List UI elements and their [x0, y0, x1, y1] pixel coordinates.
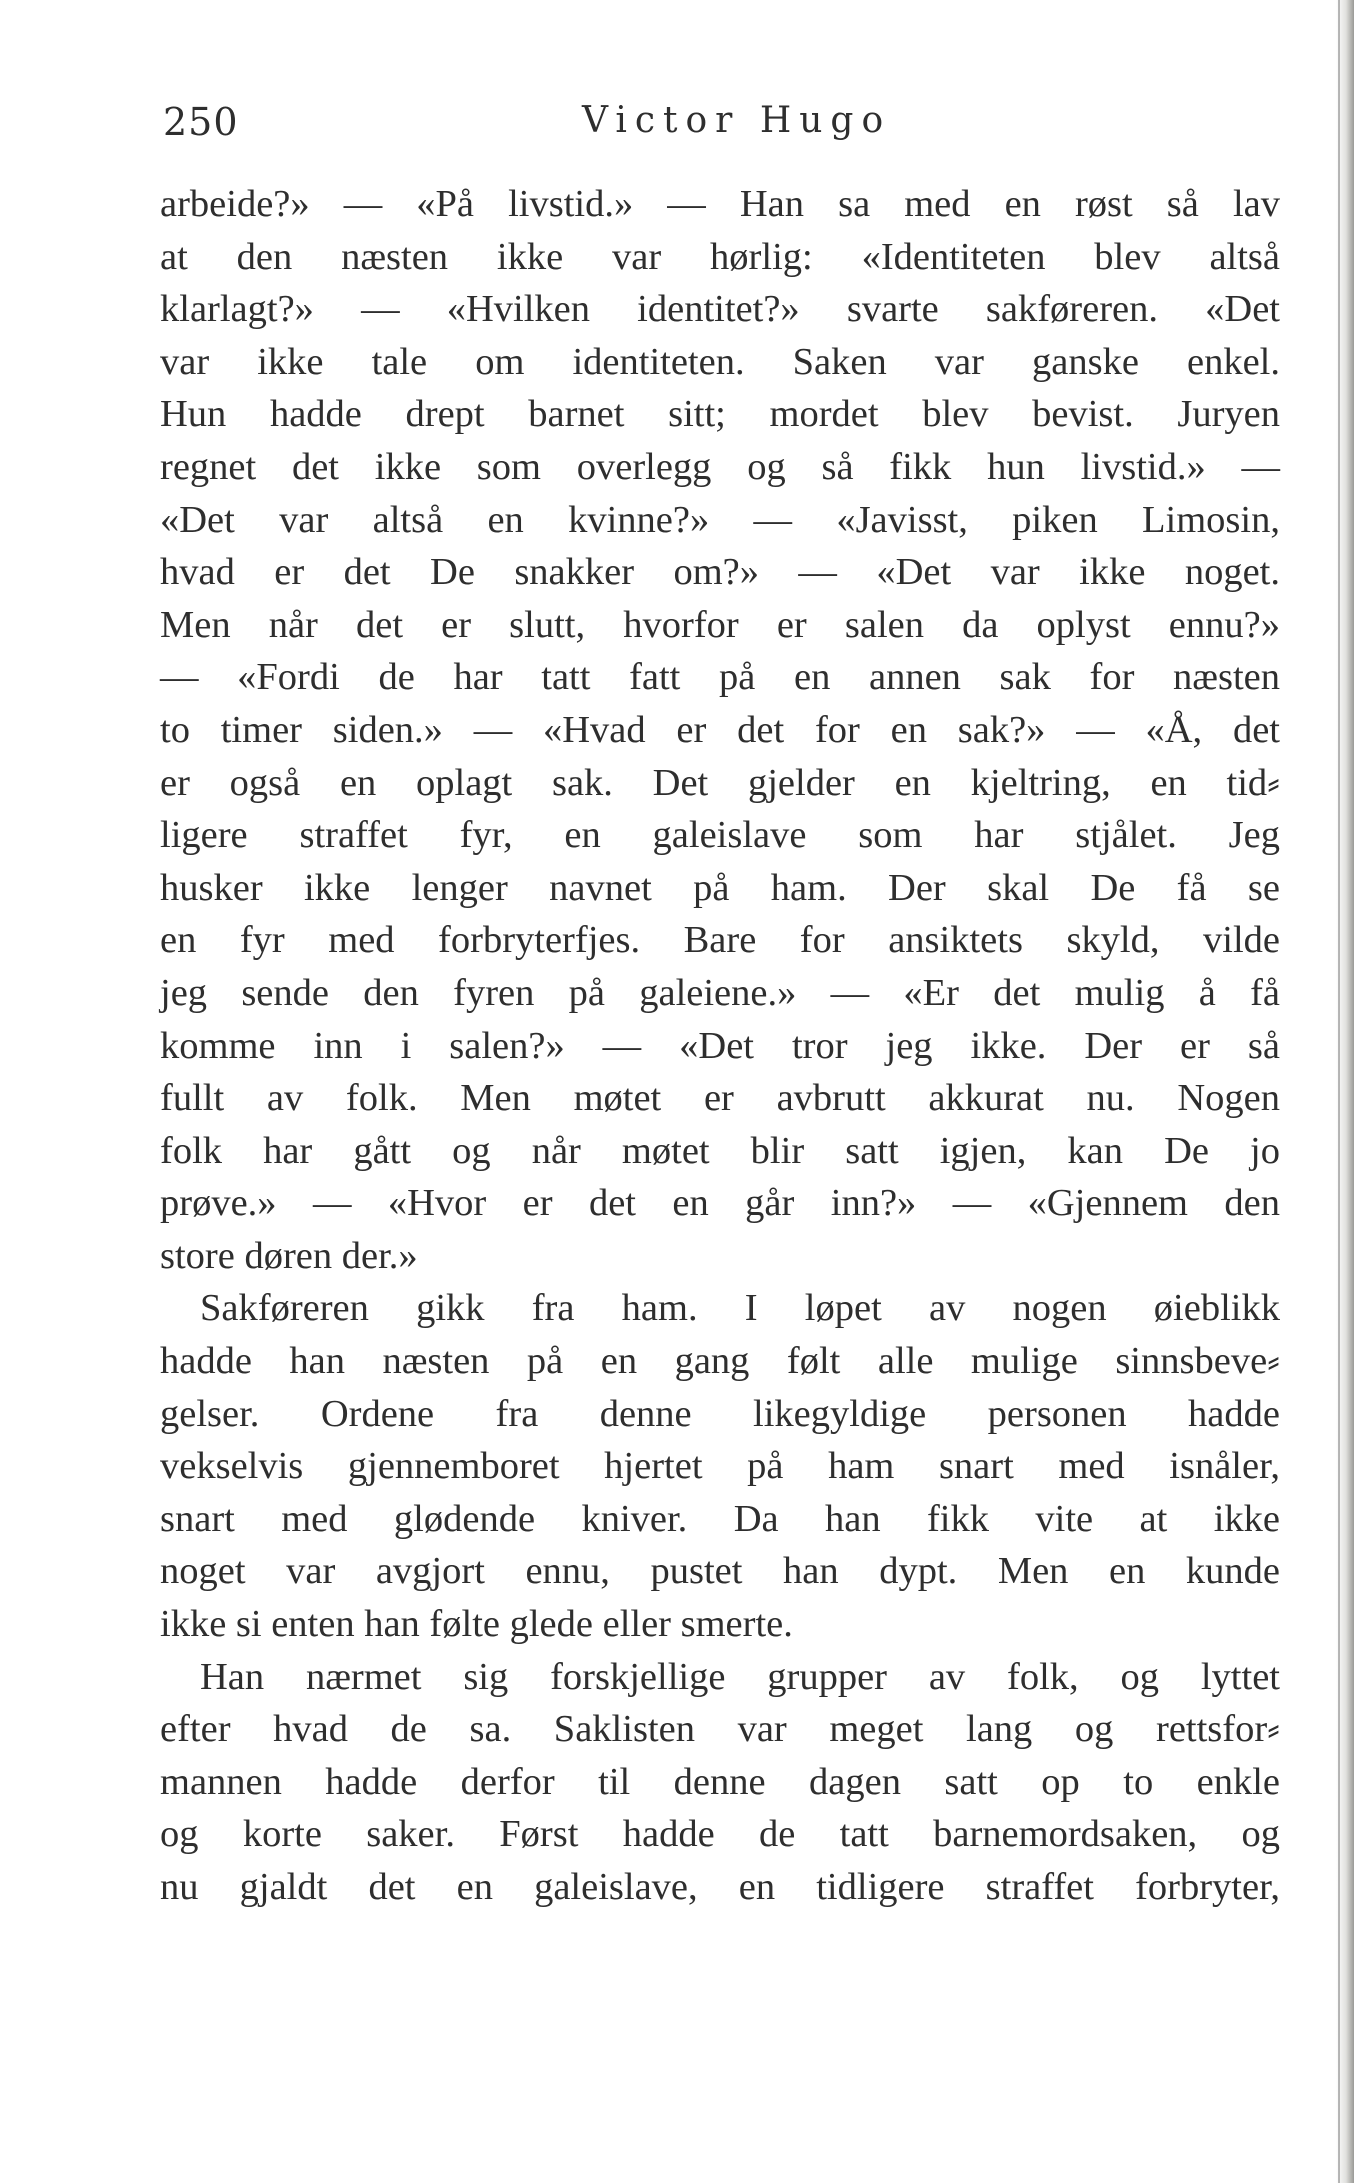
text-line: hadde han næsten på en gang følt alle mulige sinnsbeve⸗ [160, 1340, 1280, 1383]
text-line: komme inn i salen?» — «Det tror jeg ikke. Der er så [160, 1024, 1280, 1067]
text-line: fullt av folk. Men møtet er avbrutt akkurat nu. Nogen [160, 1077, 1280, 1120]
text-line: prøve.» — «Hvor er det en går inn?» — «Gjennem den [160, 1182, 1280, 1225]
text-line: klarlagt?» — «Hvilken identitet?» svarte sakføreren. «Det [160, 288, 1280, 331]
text-line: snart med glødende kniver. Da han fikk vite at ikke [160, 1497, 1280, 1540]
paragraph-start-line: Sakføreren gikk fra ham. I løpet av nogen øieblikk [200, 1287, 1280, 1330]
text-line: Hun hadde drept barnet sitt; mordet blev bevist. Juryen [160, 393, 1280, 436]
body-text [160, 178, 1280, 1914]
page-number: 250 [163, 100, 239, 144]
text-line: nu gjaldt det en galeislave, en tidligere straffet forbryter, [160, 1866, 1280, 1908]
text-line: mannen hadde derfor til denne dagen satt op to enkle [160, 1760, 1280, 1803]
paragraph-end-line: ikke si enten han følte glede eller smerte. [160, 1603, 793, 1646]
paragraph-start-line: Han nærmet sig forskjellige grupper av folk, og lyttet [200, 1655, 1280, 1698]
text-line: at den næsten ikke var hørlig: «Identiteten blev altså [160, 235, 1280, 278]
text-line: vekselvis gjennemboret hjertet på ham snart med isnåler, [160, 1445, 1280, 1488]
text-line: husker ikke lenger navnet på ham. Der skal De få se [160, 866, 1280, 909]
running-head: Victor Hugo [582, 100, 892, 141]
text-line: regnet det ikke som overlegg og så fikk hun livstid.» — [160, 445, 1280, 488]
text-line: noget var avgjort ennu, pustet han dypt. Men en kunde [160, 1550, 1280, 1593]
text-line: en fyr med forbryterfjes. Bare for ansiktets skyld, vilde [160, 919, 1280, 962]
text-line: gelser. Ordene fra denne likegyldige personen hadde [160, 1392, 1280, 1435]
text-line: arbeide?» — «På livstid.» — Han sa med en røst så lav [160, 183, 1280, 225]
text-line: Men når det er slutt, hvorfor er salen da oplyst ennu?» [160, 603, 1280, 646]
text-line: to timer siden.» — «Hvad er det for en sak?» — «Å, det [160, 708, 1280, 751]
text-line: hvad er det De snakker om?» — «Det var ikke noget. [160, 551, 1280, 594]
text-line: ligere straffet fyr, en galeislave som har stjålet. Jeg [160, 814, 1280, 857]
text-line: efter hvad de sa. Saklisten var meget lang og rettsfor⸗ [160, 1708, 1280, 1751]
text-line: var ikke tale om identiteten. Saken var ganske enkel. [160, 340, 1280, 383]
text-line: jeg sende den fyren på galeiene.» — «Er det mulig å få [160, 971, 1280, 1014]
text-line: «Det var altså en kvinne?» — «Javisst, piken Limosin, [160, 498, 1280, 541]
text-line: folk har gått og når møtet blir satt igjen, kan De jo [160, 1129, 1280, 1172]
text-line: er også en oplagt sak. Det gjelder en kjeltring, en tid⸗ [160, 761, 1280, 804]
text-line: — «Fordi de har tatt fatt på en annen sak for næsten [160, 656, 1280, 699]
text-line: og korte saker. Først hadde de tatt barnemordsaken, og [160, 1813, 1280, 1856]
paragraph-end-line: store døren der.» [160, 1234, 418, 1277]
page-edge-line [1338, 0, 1340, 2183]
